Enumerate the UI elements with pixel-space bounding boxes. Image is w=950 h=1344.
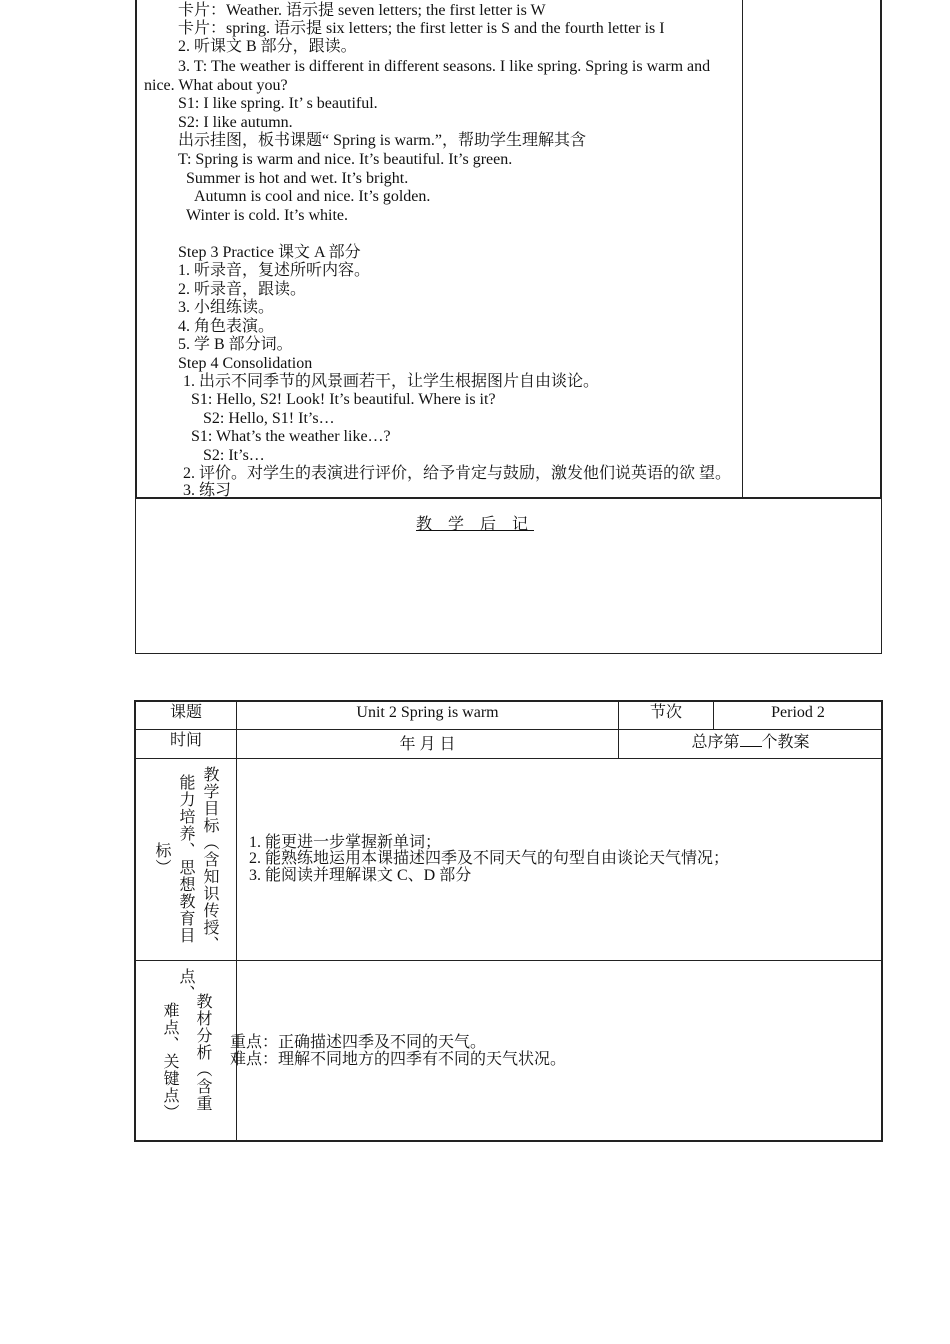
topic-label: 课题 xyxy=(169,704,202,721)
objective-item: 3. 能阅读并理解课文 C、D 部分 xyxy=(249,867,472,884)
procedure-line: Autumn is cool and nice. It’s golden. xyxy=(194,188,431,205)
objectives-label-col3: 标） xyxy=(153,842,170,876)
procedure-line: Step 3 Practice 课文 A 部分 xyxy=(178,244,361,261)
analysis-item: 重点：正确描述四季及不同的天气。 xyxy=(230,1034,487,1051)
analysis-label-col3: 难点、关键点） xyxy=(161,1002,178,1121)
procedure-line: S1: What’s the weather like…? xyxy=(191,428,391,445)
procedure-line: 2. 听录音，跟读。 xyxy=(178,281,307,298)
procedure-line: 3. 练习 xyxy=(183,482,232,499)
procedure-line: S2: It’s… xyxy=(203,447,265,464)
date-field: 年 月 日 xyxy=(399,736,456,753)
procedure-line: 3. T: The weather is different in different seasons. I like spring. Spring is warm and xyxy=(178,58,711,75)
col-divider xyxy=(236,701,237,1141)
procedure-line: Step 4 Consolidation xyxy=(178,355,313,372)
lesson-table xyxy=(134,700,883,1142)
serial-suffix: 个教案 xyxy=(761,734,810,751)
analysis-item: 难点：理解不同地方的四季有不同的天气状况。 xyxy=(230,1051,567,1068)
period-label: 节次 xyxy=(649,704,682,721)
procedure-line: 5. 学 B 部分词。 xyxy=(178,336,293,353)
procedure-line: S1: Hello, S2! Look! It’s beautiful. Where is it? xyxy=(191,391,496,408)
procedure-line: Winter is cold. It’s white. xyxy=(186,207,348,224)
procedure-line: 4. 角色表演。 xyxy=(178,318,275,335)
serial-blank xyxy=(740,732,762,747)
table-inner-divider xyxy=(742,0,743,499)
procedure-line: S1: I like spring. It’ s beautiful. xyxy=(178,95,378,112)
period-value: Period 2 xyxy=(771,704,825,721)
procedure-line: 1. 出示不同季节的风景画若干，让学生根据图片自由谈论。 xyxy=(183,373,600,390)
serial-number xyxy=(619,732,882,752)
procedure-line: 卡片：Weather. 语示提 seven letters; the first letter is W xyxy=(178,2,546,19)
analysis-label-col2: 点、 xyxy=(177,968,194,1002)
objectives-label-col1: 教学目标（含知识传授、 xyxy=(201,766,218,953)
procedure-line: 卡片：spring. 语示提 six letters; the first letter is S and the fourth letter is I xyxy=(178,20,665,37)
row-divider xyxy=(135,729,882,730)
procedure-line: S2: Hello, S1! It’s… xyxy=(203,410,335,427)
topic-value: Unit 2 Spring is warm xyxy=(356,704,499,721)
procedure-line: T: Spring is warm and nice. It’s beautiful. It’s green. xyxy=(178,151,513,168)
procedure-line: 2. 听课文 B 部分，跟读。 xyxy=(178,38,357,55)
procedure-line: 1. 听录音，复述所听内容。 xyxy=(178,262,371,279)
procedure-line: 2. 评价。对学生的表演进行评价，给予肯定与鼓励，激发他们说英语的欲 望。 xyxy=(183,465,732,482)
serial-prefix: 总序第 xyxy=(691,734,740,751)
table-left-border xyxy=(135,0,137,499)
time-label: 时间 xyxy=(169,732,202,749)
procedure-line: nice. What about you? xyxy=(144,77,288,94)
analysis-label-col1: 教材分析（含重 xyxy=(194,993,211,1112)
procedure-line: 出示挂图，板书课题“ Spring is warm.”，帮助学生理解其含 xyxy=(178,132,586,149)
table-right-border xyxy=(880,0,882,499)
objective-item: 2. 能熟练地运用本课描述四季及不同天气的句型自由谈论天气情况； xyxy=(249,850,730,867)
procedure-line: S2: I like autumn. xyxy=(178,114,293,131)
objectives-label-col2: 能力培养、思想教育目 xyxy=(177,774,194,944)
procedure-line: Summer is hot and wet. It’s bright. xyxy=(186,170,409,187)
procedure-line: 3. 小组练读。 xyxy=(178,299,275,316)
row-divider xyxy=(135,960,882,961)
row-divider xyxy=(135,758,882,759)
reflection-title: 教 学 后 记 xyxy=(415,516,534,533)
objective-item: 1. 能更进一步掌握新单词； xyxy=(249,834,442,851)
